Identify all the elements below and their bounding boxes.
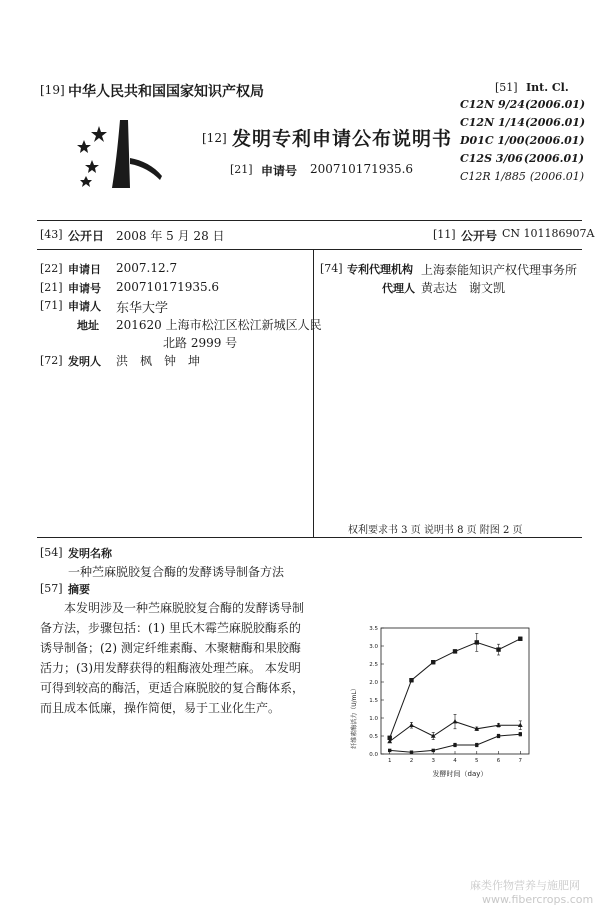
filing-date: 2007.12.7 — [116, 261, 178, 275]
chart-point — [453, 649, 457, 653]
chart-point — [409, 723, 414, 727]
pub-no-label: 公开号 — [461, 229, 498, 243]
emblem-swoosh-icon — [112, 120, 130, 188]
office-name: 中华人民共和国国家知识产权局 — [68, 84, 264, 100]
abstract-line: 备方法，步骤包括：(1) 里氏木霉苎麻脱胶酶系的 — [40, 621, 301, 635]
app-no-code: [21] — [230, 163, 253, 176]
agency-value: 上海泰能知识产权代理事务所 — [421, 263, 578, 277]
agency-label: 专利代理机构 — [347, 263, 413, 276]
chart-point — [388, 749, 391, 752]
address-line-2: 北路 2999 号 — [163, 336, 238, 350]
ipc-item: C12N 9/24 (2006.01) — [460, 98, 586, 111]
title-code: [54] — [40, 546, 63, 559]
column-divider — [313, 250, 314, 537]
ipc-item: C12S 3/06 (2006.01) — [460, 152, 584, 165]
rule-mid — [37, 249, 582, 250]
applicant-label: 申请人 — [68, 300, 101, 313]
emblem-star-icon — [77, 126, 107, 187]
address-line-1: 201620 上海市松江区松江新城区人民 — [116, 318, 322, 332]
pub-no-code: [11] — [433, 228, 456, 241]
inventors-value: 洪 枫 钟 坤 — [116, 354, 201, 368]
chart-x-tick-label: 2 — [409, 758, 414, 764]
chart-point — [410, 751, 413, 754]
address-label: 地址 — [77, 319, 99, 332]
chart-point — [432, 749, 435, 752]
chart-point — [431, 660, 435, 664]
invention-title: 一种苎麻脱胶复合酶的发酵诱导制备方法 — [68, 565, 285, 579]
chart-x-tick-label: 1 — [387, 758, 392, 764]
abstract-line: 诱导制备；(2) 测定纤维素酶、木聚糖酶和果胶酶 — [40, 641, 301, 655]
rule-bottom — [37, 537, 582, 538]
abstract-line: 可得到较高的酶活，更适合麻脱胶的复合酶体系， — [40, 681, 305, 695]
ipc-item: D01C 1/00 (2006.01) — [460, 134, 585, 147]
abstract-line: 而且成本低廉，操作简便，易于工业化生产。 — [40, 701, 281, 715]
doc-type-title: 发明专利申请公布说明书 — [232, 128, 453, 150]
ipc-item: C12R 1/885 (2006.01) — [460, 170, 584, 183]
chart-x-tick-label: 7 — [518, 758, 523, 764]
chart-y-tick-label: 1.5 — [369, 698, 378, 704]
filing-code: [22] — [40, 262, 63, 275]
abstract-label: 摘要 — [68, 583, 90, 596]
chart-y-axis-label: 纤维素酶活力（U/mL） — [351, 685, 358, 749]
chart-x-axis-label: 发酵时间（day） — [432, 770, 488, 778]
chart-y-tick-label: 0.0 — [369, 752, 378, 758]
appno-label: 申请号 — [68, 282, 101, 295]
ipc-code: [51] — [495, 81, 518, 94]
applicant-value: 东华大学 — [116, 301, 169, 316]
ipc-item: C12N 1/14 (2006.01) — [460, 116, 586, 129]
inventor-code: [72] — [40, 354, 63, 367]
watermark-line-2: www.fibercrops.com — [482, 893, 594, 906]
page-counts: 权利要求书 3 页 说明书 8 页 附图 2 页 — [348, 525, 523, 536]
chart-y-tick-label: 1.0 — [369, 716, 378, 722]
appno-value: 200710171935.6 — [116, 280, 220, 294]
chart-x-tick-label: 6 — [496, 758, 501, 764]
pub-date-code: [43] — [40, 228, 63, 241]
chart-y-tick-label: 2.5 — [369, 662, 378, 668]
chart-point — [496, 647, 500, 651]
rule-top — [37, 220, 582, 221]
chart-y-tick-label: 0.5 — [369, 734, 378, 740]
agent-label: 代理人 — [382, 282, 415, 295]
chart-point — [453, 743, 456, 746]
app-no-label: 申请号 — [261, 164, 298, 178]
chart-point — [453, 719, 458, 723]
office-code: [19] — [40, 83, 65, 97]
ipc-label: Int. Cl. — [526, 81, 569, 94]
pub-date-value: 2008 年 5 月 28 日 — [116, 229, 225, 243]
chart-x-tick-label: 5 — [475, 758, 479, 764]
sipo-emblem — [72, 118, 167, 198]
chart-point — [497, 734, 500, 737]
doc-type-code: [12] — [202, 131, 227, 145]
abstract-code: [57] — [40, 582, 63, 595]
pub-date-label: 公开日 — [68, 229, 105, 243]
chart-point — [518, 637, 522, 641]
chart-point — [475, 640, 479, 644]
watermark-line-1: 麻类作物营养与施肥网 — [470, 879, 580, 892]
pub-no-value: CN 101186907A — [502, 227, 595, 240]
chart-point — [475, 743, 478, 746]
chart-y-tick-label: 3.0 — [369, 644, 378, 650]
chart-x-tick-label: 4 — [453, 758, 457, 764]
inventor-label: 发明人 — [68, 355, 101, 368]
chart-y-tick-label: 2.0 — [369, 680, 378, 686]
chart-point — [519, 733, 522, 736]
title-label: 发明名称 — [68, 547, 112, 560]
chart-x-tick-label: 3 — [431, 758, 435, 764]
agency-code: [74] — [320, 262, 343, 275]
abstract-line: 活力；(3)用发酵获得的粗酶液处理苎麻。 本发明 — [40, 661, 301, 675]
filing-label: 申请日 — [68, 263, 101, 276]
chart-point — [409, 678, 413, 682]
abstract-line: 本发明涉及一种苎麻脱胶复合酶的发酵诱导制 — [64, 601, 305, 615]
abstract-body — [40, 598, 304, 718]
enzyme-activity-chart — [345, 622, 535, 782]
ipc-list — [460, 98, 584, 188]
agents-value: 黄志达 谢文凯 — [421, 281, 506, 295]
chart-y-tick-label: 3.5 — [369, 626, 378, 632]
app-no-value: 200710171935.6 — [310, 162, 414, 176]
applicant-code: [71] — [40, 299, 63, 312]
appno-code: [21] — [40, 281, 63, 294]
